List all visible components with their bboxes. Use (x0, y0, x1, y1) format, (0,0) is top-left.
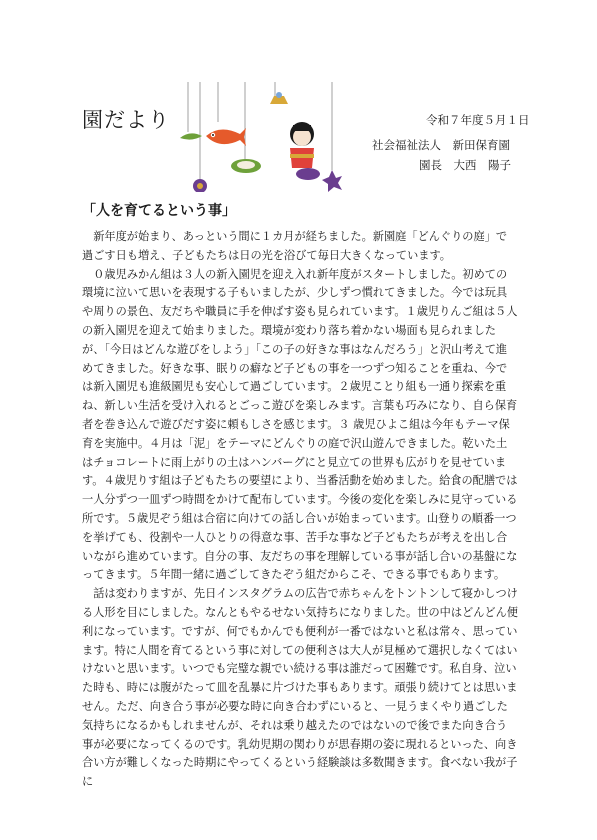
principal-name: 園長 大西 陽子 (419, 158, 511, 172)
organization-name: 社会福祉法人 新田保育園 (372, 138, 510, 152)
article-heading: 「人を育てるという事」 (82, 203, 236, 219)
kabuto-icon (270, 92, 288, 104)
page-title: 園だより (82, 108, 170, 132)
ball-icon (193, 179, 207, 192)
koinobori-icon (206, 128, 246, 146)
doll-icon (290, 122, 320, 180)
paragraph-classes: ０歳児みかん組は３人の新入園児を迎え入れ新年度がスタートしました。初めての環境に泣いて思いを表現する子もいましたが、少しずつ慣れてきました。今では玩具や周りの景色、友だちや職員に手を伸ばす姿も見られています。１歳児りんご組は５人の新入園児を迎えて始まりました。環境が変わり落ち着かない場面も見られましたが、「今日はどんな遊びをしよう」「この子の好きな事はなんだろう」と沢山考えて進めてきました。好きな事、眠りの癖など子どもの事を一つずつ知ることを重ね、今では新入園児も進級園児も安心して過ごしています。２歳児ことり組も一通り探索を重ね、新しい生活を受け入れるとごっこ遊びを楽しみます。言葉も巧みになり、自ら保育者を巻き込んで遊びだす姿に頼もしさを感じます。３ 歳児ひよこ組は今年もテーマ保育を実施中。４月は「泥」をテーマにどんぐりの庭で沢山遊んできました。乾いた土はチョコレートに雨上がりの土はハンバーグにと見立ての世界も広がりを見せています。４歳児りす組は子どもたちの要望により、当番活動を始めました。給食の配膳では一人分ずつ一皿ずつ時間をかけて配布しています。今後の変化を楽しみに見守っている所です。５歳児ぞう組は合宿に向けての話し合いが始まっています。山登りの順番一つを挙げても、役割や一人ひとりの得意な事、苦手な事など子どもたちが考えを出し合いながら進めています。自分の事、友だちの事を理解している事が話し合いの基盤になってきます。５年間一緒に過ごしてきたぞう組だからこそ、できる事でもあります。 (82, 267, 518, 582)
paragraph-parenting: 話は変わりますが、先日インスタグラムの広告で赤ちゃんをトントンして寝かしつける人形を目にしました。なんともやるせない気持ちになりました。世の中はどんどん便利になっています。ですが、何でもかんでも便利が一番ではないと私は常々、思っています。特に人間を育てるという事に対しての便利さは大人が見極めて選択しなくてはいけないと思います。いつでも完璧な親でい続ける事は誰だって困難です。私自身、泣いた時も、時には腹がたって皿を乱暴に片づけた事もあります。頑張り続けてとは思いません。ただ、向き合う事が必要な時に向き合わずにいると、一見うまくやり過ごした気持ちになるかもしれませんが、それは乗り越えたのではないので後でまた向き合う事が必要になってくるのです。乳幼児期の関わりが思春期の姿に現れるといった、向き合い方が難しくなった時期にやってくるという経験談は多数聞きます。食べない我が子に (82, 587, 518, 789)
paragraph-intro: 新年度が始まり、あっという間に１カ月が経ちました。新園庭「どんぐりの庭」で過ごす日も増え、子どもたちは日の光を浴びて毎日大きくなっています。 (82, 230, 508, 262)
bird-icon (180, 133, 202, 139)
hanging-ornaments-illustration (170, 82, 360, 192)
article-body (82, 228, 518, 792)
kashiwa-mochi-icon (231, 159, 261, 173)
issue-date: 令和７年度５月１日 (426, 113, 530, 127)
iris-icon (322, 170, 342, 192)
